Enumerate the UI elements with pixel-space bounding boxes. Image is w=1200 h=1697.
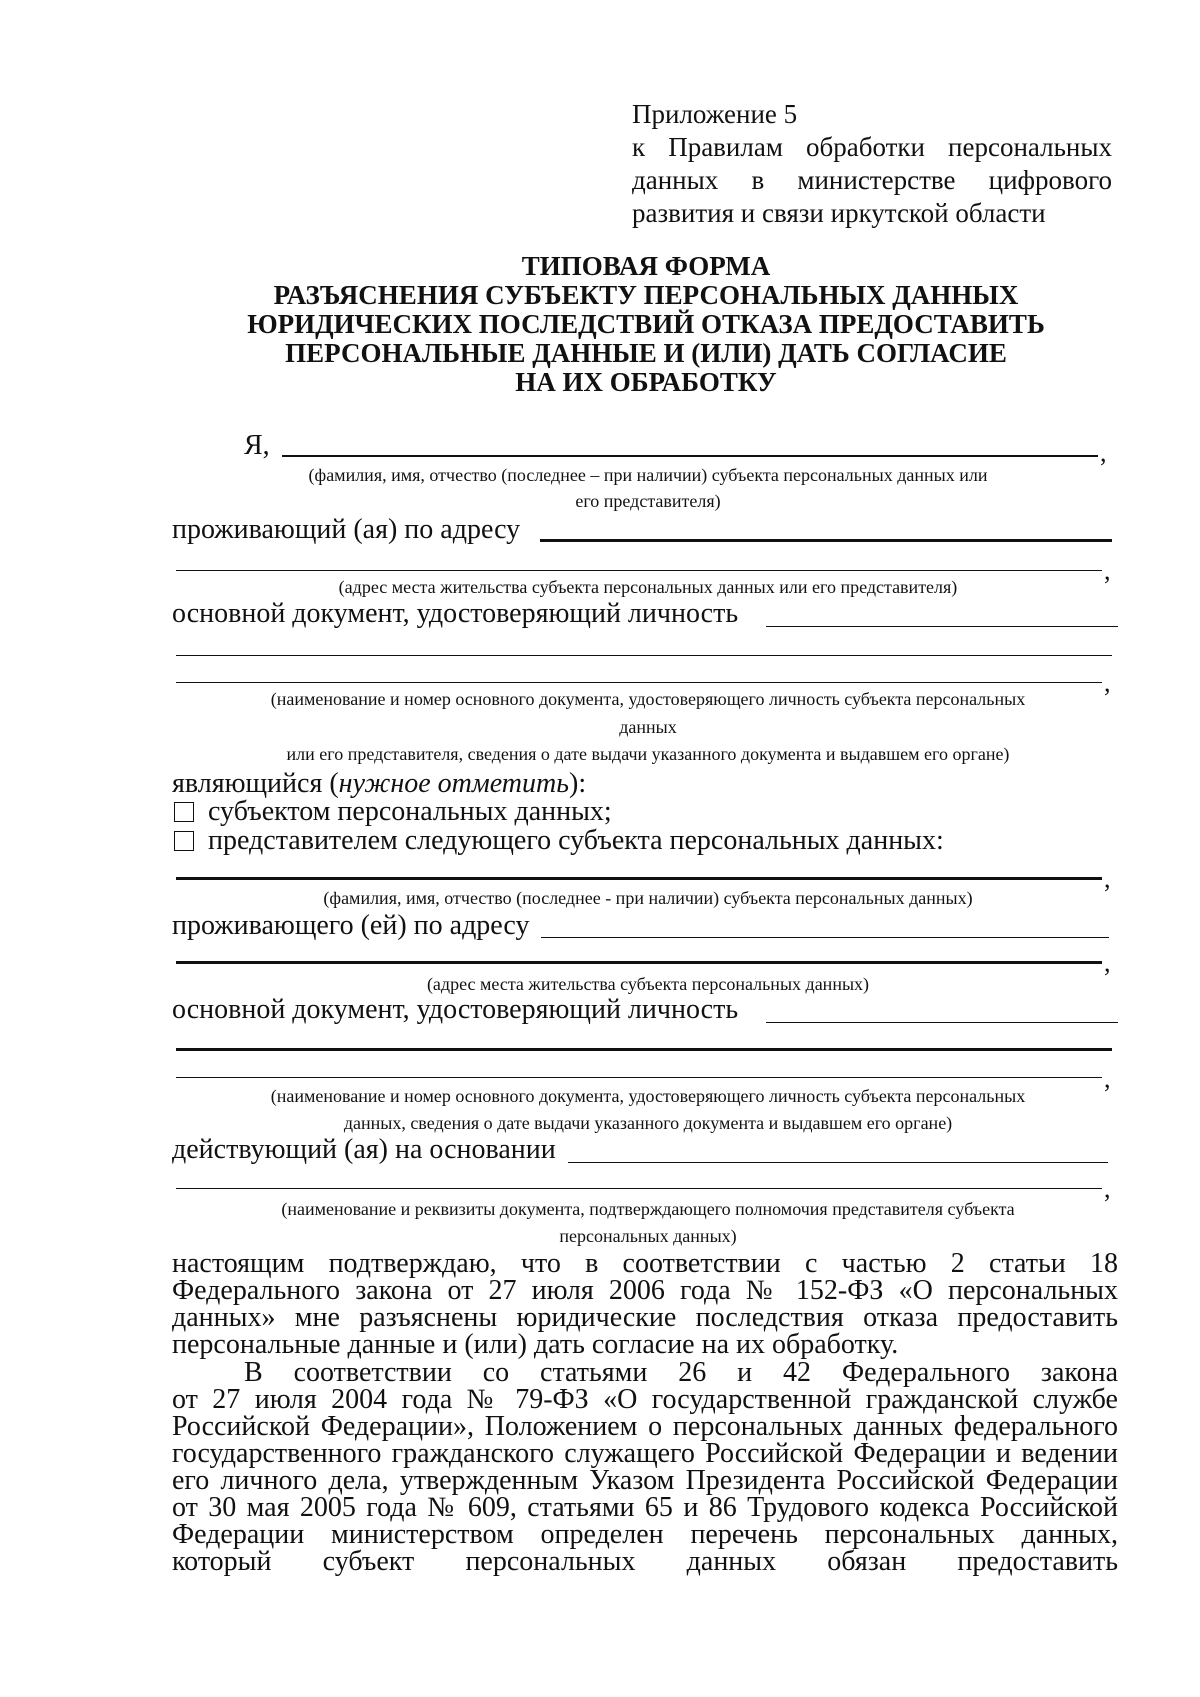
- title-line-5: НА ИХ ОБРАБОТКУ: [515, 367, 777, 397]
- subject-address-field-1[interactable]: [541, 937, 1109, 938]
- main-doc2-label: основной документ, удостоверяющий личность: [172, 994, 739, 1025]
- subject-doc-field-3[interactable]: [176, 1077, 1102, 1078]
- paragraph-line: настоящим подтверждаю, что в соответствии с частью 2 статьи 18: [172, 1248, 1118, 1279]
- caption-basis-2: персональных данных): [559, 1226, 737, 1246]
- paragraph-2: [172, 1359, 1118, 1575]
- residing-label: проживающий (ая) по адресу: [172, 514, 521, 545]
- option-subject-label: субъектом персональных данных;: [208, 796, 612, 827]
- paragraph-line: Федерации министерством определен перечень персональных данных,: [172, 1519, 1118, 1550]
- comma: ,: [1104, 1174, 1111, 1203]
- title-line-2: РАЗЪЯСНЕНИЯ СУБЪЕКТУ ПЕРСОНАЛЬНЫХ ДАННЫХ: [273, 280, 1019, 310]
- doc-field-2[interactable]: [176, 655, 1112, 656]
- document-title: [172, 252, 1120, 397]
- paragraph-line: от 27 июля 2004 года № 79-ФЗ «О государственной гражданской службе: [172, 1384, 1118, 1415]
- subject-address-field-2[interactable]: [176, 961, 1102, 964]
- caption-doc-2: данных: [619, 717, 677, 737]
- appendix-line-2: к Правилам обработки персональных: [632, 132, 1112, 162]
- paragraph-line: данных» мне разъяснены юридические последствия отказа предоставить: [172, 1302, 1118, 1333]
- subject-doc-field-2[interactable]: [176, 1048, 1112, 1051]
- comma: ,: [1104, 864, 1111, 893]
- paragraph-line: который субъект персональных данных обязан предоставить: [172, 1546, 1118, 1577]
- caption-subject-fio: (фамилия, имя, отчество (последнее - при наличии) субъекта персональных данных): [323, 888, 973, 908]
- comma: ,: [1104, 948, 1111, 977]
- subject-doc-field-1[interactable]: [766, 1022, 1118, 1023]
- appendix-line-3: данных в министерстве цифрового: [632, 165, 1112, 195]
- caption-doc2-2: данных, сведения о дате выдачи указанного документа и выдавшем его органе): [343, 1113, 953, 1133]
- being-label-note: нужное отметить: [338, 768, 569, 799]
- title-line-4: ПЕРСОНАЛЬНЫЕ ДАННЫЕ И (ИЛИ) ДАТЬ СОГЛАСИЕ: [285, 338, 1007, 368]
- paragraph-1: [172, 1250, 1118, 1358]
- comma: ,: [1104, 668, 1111, 697]
- caption-doc-3: или его представителя, сведения о дате выдачи указанного документа и выдавшем его органе): [286, 744, 1010, 764]
- paragraph-line: персональные данные и (или) дать согласие на их обработку.: [172, 1329, 899, 1360]
- being-label: являющийся (нужное отметить):: [172, 768, 587, 799]
- address-field-2[interactable]: [176, 570, 1102, 571]
- comma: ,: [1100, 438, 1107, 467]
- basis-field-1[interactable]: [568, 1162, 1108, 1163]
- caption-basis-1: (наименование и реквизиты документа, подтверждающего полномочия представителя субъекта: [281, 1199, 1015, 1219]
- i-label: Я,: [244, 430, 270, 461]
- basis-field-2[interactable]: [176, 1188, 1102, 1189]
- doc-field-1[interactable]: [766, 626, 1118, 627]
- caption-fio-2: его представителя): [575, 491, 721, 511]
- acting-label: действующий (ая) на основании: [172, 1134, 556, 1165]
- doc-field-3[interactable]: [176, 682, 1102, 683]
- fio-field[interactable]: [282, 455, 1098, 457]
- paragraph-line: В соответствии со статьями 26 и 42 Федерального закона: [244, 1357, 1118, 1388]
- appendix-block: [632, 98, 1112, 230]
- caption-subject-address: (адрес места жительства субъекта персональных данных): [426, 974, 870, 994]
- title-line-3: ЮРИДИЧЕСКИХ ПОСЛЕДСТВИЙ ОТКАЗА ПРЕДОСТАВИТЬ: [247, 309, 1045, 339]
- residing2-label: проживающего (ей) по адресу: [172, 910, 530, 941]
- option-representative-label: представителем следующего субъекта персональных данных:: [208, 825, 944, 856]
- subject-fio-field[interactable]: [176, 877, 1102, 880]
- comma: ,: [1104, 1064, 1111, 1093]
- paragraph-line: Федерального закона от 27 июля 2006 года № 152-ФЗ «О персональных: [172, 1275, 1118, 1306]
- caption-doc2-1: (наименование и номер основного документа, удостоверяющего личность субъекта персональных: [270, 1086, 1026, 1106]
- title-line-1: ТИПОВАЯ ФОРМА: [521, 251, 771, 281]
- caption-address: (адрес места жительства субъекта персональных данных или его представителя): [338, 577, 958, 597]
- caption-fio-1: (фамилия, имя, отчество (последнее – при наличии) субъекта персональных данных или: [308, 465, 988, 485]
- paragraph-line: его личного дела, утвержденным Указом Президента Российской Федерации: [172, 1465, 1118, 1496]
- checkbox-subject[interactable]: [174, 802, 194, 822]
- main-doc-label: основной документ, удостоверяющий личность: [172, 598, 739, 629]
- paragraph-line: от 30 мая 2005 года № 609, статьями 65 и 86 Трудового кодекса Российской: [172, 1492, 1118, 1523]
- appendix-line-1: Приложение 5: [632, 99, 798, 129]
- comma: ,: [1104, 556, 1111, 585]
- address-field-1[interactable]: [540, 539, 1112, 542]
- appendix-line-4: развития и связи иркутской области: [632, 198, 1046, 228]
- caption-doc-1: (наименование и номер основного документа, удостоверяющего личность субъекта персональных: [270, 689, 1026, 709]
- paragraph-line: Российской Федерации», Положением о персональных данных федерального: [172, 1411, 1118, 1442]
- checkbox-representative[interactable]: [174, 831, 194, 851]
- paragraph-line: государственного гражданского служащего Российской Федерации и ведении: [172, 1438, 1118, 1469]
